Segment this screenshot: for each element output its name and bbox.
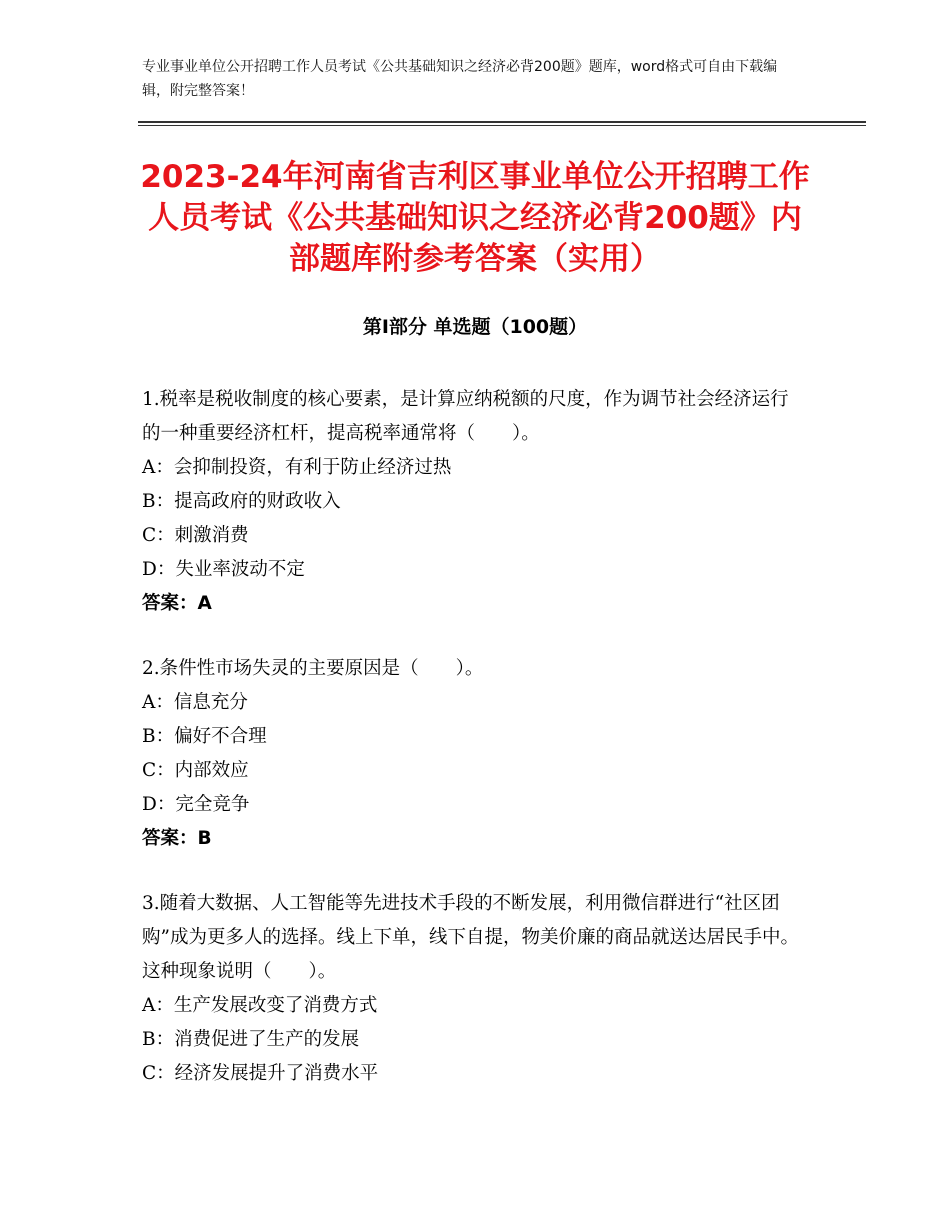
option-a: A：会抑制投资，有利于防止经济过热 xyxy=(142,457,452,478)
header-divider xyxy=(138,121,866,126)
option-b: B：提高政府的财政收入 xyxy=(142,491,341,512)
option-a: A：生产发展改变了消费方式 xyxy=(142,995,378,1016)
option-c: C：经济发展提升了消费水平 xyxy=(142,1063,379,1084)
question-text: 1.税率是税收制度的核心要素，是计算应纳税额的尺度，作为调节社会经济运行的一种重要经济杠杆，提高税率通常将（ ）。 xyxy=(142,389,789,444)
question-text: 3.随着大数据、人工智能等先进技术手段的不断发展，利用微信群进行“社区团购”成为更多人的选择。线上下单，线下自提，物美价廉的商品就送达居民手中。这种现象说明（ ）。 xyxy=(142,893,799,982)
option-c: C：刺激消费 xyxy=(142,525,249,546)
question-text: 2.条件性市场失灵的主要原因是（ ）。 xyxy=(142,658,484,679)
option-d: D：完全竞争 xyxy=(142,794,250,815)
question-1 xyxy=(142,383,802,621)
option-b: B：偏好不合理 xyxy=(142,726,267,747)
question-3 xyxy=(142,887,802,1091)
option-a: A：信息充分 xyxy=(142,692,248,713)
question-list xyxy=(142,383,802,1122)
question-2 xyxy=(142,652,802,856)
document-title: 2023-24年河南省吉利区事业单位公开招聘工作人员考试《公共基础知识之经济必背200题》内部题库附参考答案（实用） xyxy=(140,159,810,277)
option-d: D：失业率波动不定 xyxy=(142,559,305,580)
header-note: 专业事业单位公开招聘工作人员考试《公共基础知识之经济必背200题》题库，word格式可自由下载编辑，附完整答案！ xyxy=(142,59,778,99)
option-b: B：消费促进了生产的发展 xyxy=(142,1029,360,1050)
section-heading: 第Ⅰ部分 单选题（100题） xyxy=(362,316,588,338)
answer: 答案：A xyxy=(142,593,212,614)
answer: 答案：B xyxy=(142,828,212,849)
option-c: C：内部效应 xyxy=(142,760,249,781)
